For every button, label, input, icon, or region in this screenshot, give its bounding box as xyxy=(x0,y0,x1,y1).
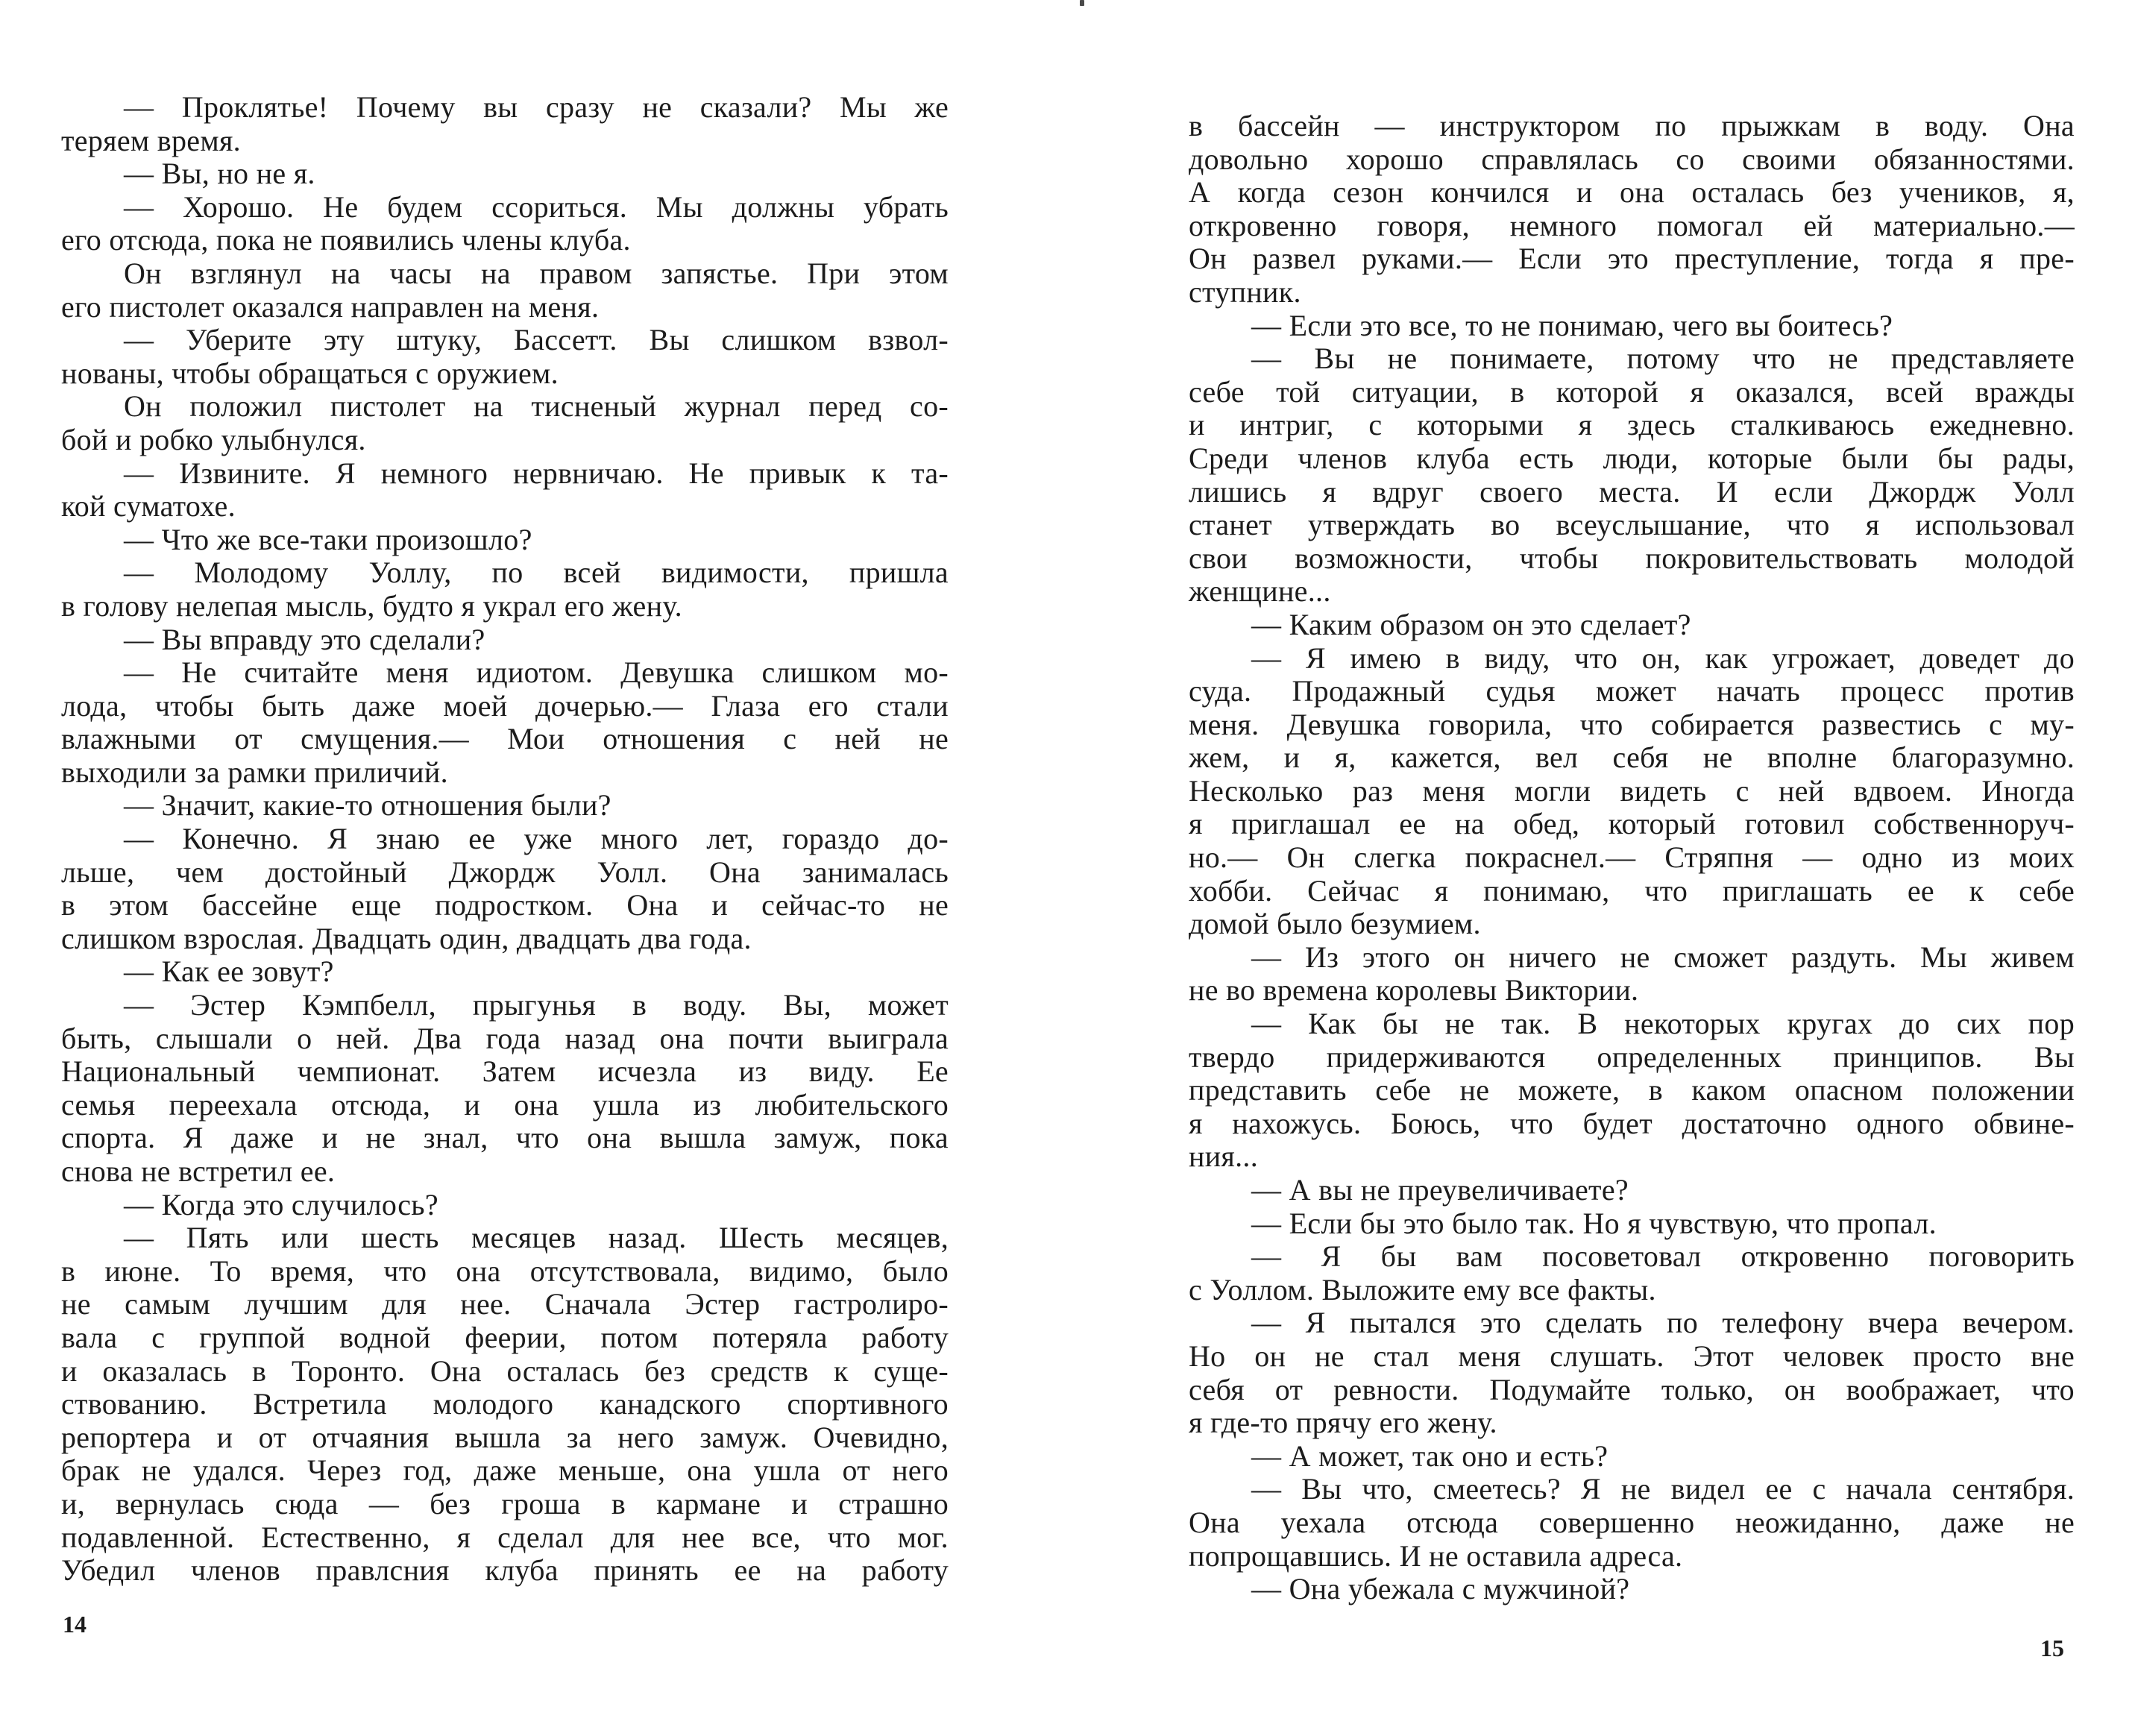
text-line: — Она убежала с мужчиной? xyxy=(1251,1572,1630,1606)
text-line: — Как ее зовут? xyxy=(124,955,334,989)
text-line: — Вы не понимаете, потому что не представляете xyxy=(1251,342,2075,376)
text-line: репортера и от отчаяния вышла за него замуж. Очевидно, xyxy=(61,1420,949,1454)
text-line: его пистолет оказался направлен на меня. xyxy=(61,289,600,324)
text-line: вала с группой водной феерии, потом потеряла работу xyxy=(61,1320,949,1354)
text-line: — Конечно. Я знаю ее уже много лет, гораздо до- xyxy=(124,822,949,856)
text-line: лишись я вдруг своего места. И если Джордж Уолл xyxy=(1189,474,2075,509)
text-line: Но он не стал меня слушать. Этот человек просто вне xyxy=(1189,1339,2075,1373)
text-line: домой было безумием. xyxy=(1189,907,1481,941)
text-line: в бассейн — инструктором по прыжкам в воду. Она xyxy=(1189,109,2075,142)
text-line: — Не считайте меня идиотом. Девушка слишком мо- xyxy=(124,655,949,690)
text-line: кой суматохе. xyxy=(61,489,236,523)
text-line: и интриг, с которыми я здесь сталкиваюсь ежедневно. xyxy=(1189,408,2075,442)
text-line: льше, чем достойный Джордж Уолл. Она занималась xyxy=(61,855,949,889)
text-line: лода, чтобы быть даже моей дочерью.— Глаза его стали xyxy=(61,688,949,723)
text-line: — Если это все, то не понимаю, чего вы боитесь? xyxy=(1251,308,1893,342)
text-line: — Я имею в виду, что он, как угрожает, доведет до xyxy=(1251,641,2075,675)
text-line: — Вы что, смеетесь? Я не видел ее с начала сентября. xyxy=(1251,1472,2075,1506)
left-page-number: 14 xyxy=(63,1611,87,1638)
text-line: попрощавшись. И не оставила адреса. xyxy=(1189,1538,1683,1573)
text-line: и, вернулась сюда — без гроша в кармане и страшно xyxy=(61,1486,949,1520)
text-line: себя от ревности. Подумайте только, он воображает, что xyxy=(1189,1372,2075,1406)
text-line: — Вы вправду это сделали? xyxy=(124,622,485,656)
text-line: не самым лучшим для нее. Сначала Эстер гастролиро- xyxy=(61,1287,949,1321)
text-line: свои возможности, чтобы покровительствовать молодой xyxy=(1189,541,2075,575)
text-line: Он взглянул на часы на правом запястье. При этом xyxy=(124,256,949,290)
text-line: откровенно говоря, немного помогал ей материально.— xyxy=(1189,208,2075,242)
right-page-text-column xyxy=(1189,110,2075,1606)
text-line: влажными от смущения.— Мои отношения с ней не xyxy=(61,722,949,756)
text-line: я где-то прячу его жену. xyxy=(1189,1406,1497,1440)
text-line: и оказалась в Торонто. Она осталась без средств к суще- xyxy=(61,1353,949,1388)
text-line: — Как бы не так. В некоторых кругах до сих пор xyxy=(1251,1007,2075,1041)
text-line: хобби. Сейчас я понимаю, что приглашать ее к себе xyxy=(1189,873,2075,908)
right-page-number: 15 xyxy=(2040,1635,2064,1661)
text-line: семья переехала отсюда, и она ушла из любительского xyxy=(61,1087,949,1122)
text-line: — Вы, но не я. xyxy=(124,157,315,191)
text-line: ствованию. Встретила молодого канадского спортивного xyxy=(61,1387,949,1421)
text-line: себе той ситуации, в которой я оказался, всей вражды xyxy=(1189,374,2075,409)
text-line: Национальный чемпионат. Затем исчезла из виду. Ее xyxy=(61,1054,949,1089)
text-line: суда. Продажный судья может начать процесс против xyxy=(1189,674,2075,708)
text-line: Он положил пистолет на тисненый журнал перед со- xyxy=(124,389,949,424)
text-line: меня. Девушка говорила, что собирается развестись с му- xyxy=(1189,707,2075,741)
text-line: брак не удался. Через год, даже меньше, она ушла от него xyxy=(61,1453,949,1488)
text-line: — Я бы вам посоветовал откровенно поговорить xyxy=(1251,1239,2075,1274)
text-line: — Каким образом он это сделает? xyxy=(1251,607,1691,641)
text-line: станет утверждать во всеуслышание, что я использовал xyxy=(1189,508,2075,542)
text-line: подавленной. Естественно, я сделал для нее все, что мог. xyxy=(61,1520,949,1554)
text-line: с Уоллом. Выложите ему все факты. xyxy=(1189,1272,1656,1306)
text-line: жем, и я, кажется, вел себя не вполне благоразумно. xyxy=(1189,740,2075,775)
text-line: — Из этого он ничего не сможет раздуть. Мы живем xyxy=(1251,940,2075,974)
text-line: Он развел руками.— Если это преступление, тогда я пре- xyxy=(1189,242,2075,276)
text-line: женщине... xyxy=(1189,574,1331,608)
text-line: — Эстер Кэмпбелл, прыгунья в воду. Вы, может xyxy=(124,988,949,1022)
text-line: в июне. То время, что она отсутствовала, видимо, было xyxy=(61,1254,949,1288)
text-line: Убедил членов правлсния клуба принять ее на работу xyxy=(61,1553,949,1588)
text-line: — Молодому Уоллу, по всей видимости, пришла xyxy=(124,556,949,590)
text-line: спорта. Я даже и не знал, что она вышла замуж, пока xyxy=(61,1121,949,1155)
text-line: — Хорошо. Не будем ссориться. Мы должны убрать xyxy=(124,189,949,224)
text-line: выходили за рамки приличий. xyxy=(61,755,448,789)
text-line: я приглашал ее на обед, который готовил собственноруч- xyxy=(1189,807,2075,841)
text-line: — А вы не преувеличиваете? xyxy=(1251,1173,1629,1207)
text-line: я нахожусь. Боюсь, что будет достаточно одного обвине- xyxy=(1189,1106,2075,1140)
text-line: — Что же все-таки произошло? xyxy=(124,522,532,556)
text-line: — А может, так оно и есть? xyxy=(1251,1438,1609,1473)
left-page-text-column xyxy=(61,91,949,1588)
text-line: бой и робко улыбнулся. xyxy=(61,422,366,456)
right-page xyxy=(1066,0,2132,1736)
text-line: — Я пытался это сделать по телефону вчера вечером. xyxy=(1251,1306,2075,1340)
text-line: Несколько раз меня могли видеть с ней вдвоем. Иногда xyxy=(1189,773,2075,808)
text-line: довольно хорошо справлялась со своими обязанностями. xyxy=(1189,142,2075,176)
text-line: снова не встретил ее. xyxy=(61,1154,336,1188)
text-line: — Извините. Я немного нервничаю. Не привык к та- xyxy=(124,456,949,490)
text-line: ния... xyxy=(1189,1139,1259,1174)
text-line: — Проклятье! Почему вы сразу не сказали? Мы же xyxy=(124,90,949,124)
text-line: быть, слышали о ней. Два года назад она почти выиграла xyxy=(61,1021,949,1055)
text-line: теряем время. xyxy=(61,123,241,157)
text-line: — Если бы это было так. Но я чувствую, что пропал. xyxy=(1251,1206,1937,1240)
text-line: ступник. xyxy=(1189,274,1301,309)
text-line: — Значит, какие-то отношения были? xyxy=(124,788,611,823)
text-line: Она уехала отсюда совершенно неожиданно, даже не xyxy=(1189,1505,2075,1539)
text-line: нованы, чтобы обращаться с оружием. xyxy=(61,356,559,390)
text-line: но.— Он слегка покраснел.— Стряпня — одно из моих xyxy=(1189,840,2075,875)
text-line: — Уберите эту штуку, Бассетт. Вы слишком взвол- xyxy=(124,323,949,357)
text-line: А когда сезон кончился и она осталась без учеников, я, xyxy=(1189,175,2075,210)
text-line: не во времена королевы Виктории. xyxy=(1189,973,1639,1007)
text-line: в этом бассейне еще подростком. Она и сейчас-то не xyxy=(61,888,949,922)
text-line: — Пять или шесть месяцев назад. Шесть месяцев, xyxy=(124,1221,949,1255)
text-line: Среди членов клуба есть люди, которые были бы рады, xyxy=(1189,441,2075,475)
text-line: — Когда это случилось? xyxy=(124,1187,438,1221)
text-line: в голову нелепая мысль, будто я украл его жену. xyxy=(61,588,682,623)
text-line: твердо придерживаются определенных принципов. Вы xyxy=(1189,1040,2075,1074)
text-line: слишком взрослая. Двадцать один, двадцать два года. xyxy=(61,921,752,955)
text-line: его отсюда, пока не появились члены клуба. xyxy=(61,223,631,257)
text-line: представить себе не можете, в каком опасном положении xyxy=(1189,1073,2075,1107)
